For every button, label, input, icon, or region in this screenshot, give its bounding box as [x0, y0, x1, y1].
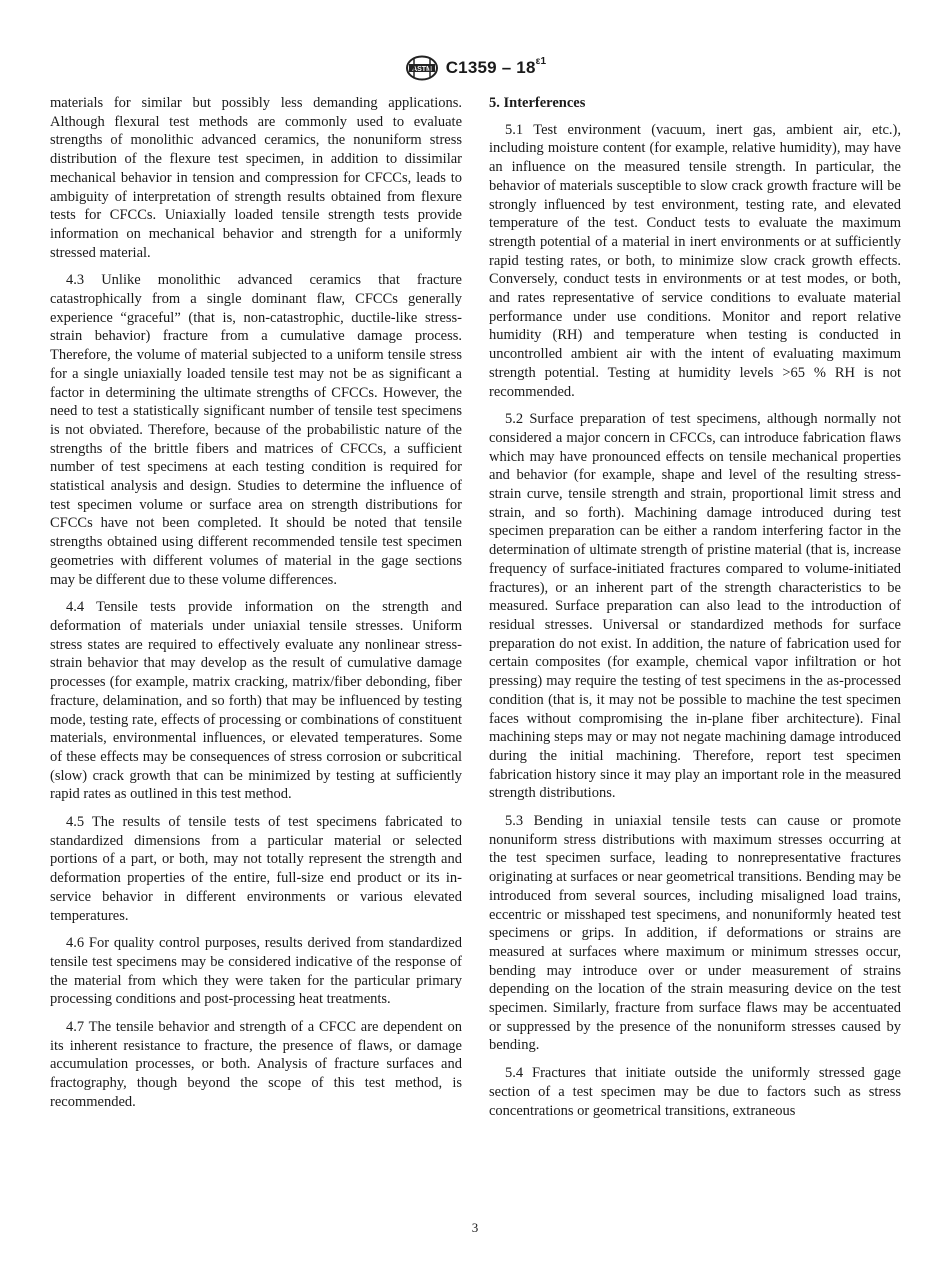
paragraph-4-5: 4.5 The results of tensile tests of test specimens fabricated to standardized dimensions from a particular material or selected portions of a part, or both, may not totally represent the strength and deformation properties of the entire, full-size end product or its in-service behavior in different environments or various elevated temperatures. — [50, 814, 462, 924]
standard-designation: $C1359 - 18^{\varepsilon 1}$ — [445, 56, 547, 77]
paragraph-5-4: 5.4 Fractures that initiate outside the uniformly stressed gage section of a test specimen may be due to factors such as stress concentrations or geometrical transitions, extraneous — [489, 1065, 901, 1119]
paragraph-4-4: 4.4 Tensile tests provide information on the strength and deformation of materials under uniaxial tensile stresses. Uniform stress states are required to effectively evaluate any nonlinear stress-strain behavior that may develop as the result of cumulative damage processes (for example, matrix cracking, matrix/fiber debonding, fiber fracture, delamination, and so forth) that may be influenced by testing mode, testing rate, effects of processing or combinations of constituent materials, environmental influences, or elevated temperatures. Some of these effects may be consequences of stress corrosion or subcritical (slow) crack growth that can be minimized by testing at sufficiently rapid rates as outlined in this test method. — [50, 599, 462, 803]
paragraph-5-2: 5.2 Surface preparation of test specimens, although normally not considered a major concern in CFCCs, can introduce fabrication flaws which may have pronounced effects on tensile mechanical properties and behavior (for example, shape and level of the resulting stress-strain curve, tensile strength and strain, proportional limit stress and strain, and so forth). Machining damage introduced during test specimen preparation can be either a random interfering factor in the determination of ultimate strength of pristine material (that is, increase frequency of surface-initiated fractures compared to volume-initiated fractures), or an inherent part of the strength characteristics to be measured. Surface preparation can also lead to the introduction of residual stresses. Universal or standardized methods for surface preparation do not exist. In addition, the nature of fabrication used for certain composites (for example, chemical vapor infiltration or hot pressing) may require the testing of test specimens in the as-processed condition (that is, it may not be possible to machine the test specimen faces without compromising the in-plane fiber architecture). Final machining steps may or may not negate machining damage introduced during the initial machining. Therefore, report test specimen fabrication history since it may play an important role in the measured strength distributions. — [489, 411, 901, 802]
page-header — [0, 55, 950, 81]
left-column — [50, 94, 462, 1121]
svg-text:ASTM: ASTM — [411, 66, 432, 73]
right-column — [489, 94, 901, 1129]
section-heading-interferences: 5. Interferences — [489, 95, 586, 111]
paragraph-5-3: 5.3 Bending in uniaxial tensile tests can cause or promote nonuniform stress distributions with maximum stresses occurring at the test specimen surface, leading to nonrepresentative fractures originating at surfaces or near geometrical transitions. Bending may be introduced from several sources, including misaligned load trains, eccentric or misshaped test specimens, and nonuniformly heated test specimens or grips. In addition, if deformations or strains are measured at surfaces where maximum or minimum stresses occur, bending may introduce over or under measurement of strains depending on the location of the strain measuring device on the test specimen. Similarly, fracture from surface flaws may be accentuated or suppressed by the presence of the nonuniform stresses caused by bending. — [489, 813, 901, 1054]
paragraph-5-1: 5.1 Test environment (vacuum, inert gas, ambient air, etc.), including moisture content (for example, relative humidity), may have an influence on the measured tensile strength. In particular, the behavior of materials susceptible to slow crack growth fracture will be strongly influenced by test environment, testing rate, and elevated temperature of the test. Conduct tests to evaluate the maximum strength potential of a material in inert environments or at sufficiently rapid testing rates, or both, to minimize slow crack growth effects. Conversely, conduct tests in environments or at test modes, or both, and rates representative of service conditions to evaluate material performance under use conditions. Monitor and report relative humidity (RH) and temperature when testing is conducted in uncontrolled ambient air with the intent of evaluating maximum strength potential. Testing at humidity levels >65 % RH is not recommended. — [489, 121, 901, 400]
astm-logo-icon — [404, 55, 440, 81]
paragraph-4-3: 4.3 Unlike monolithic advanced ceramics that fracture catastrophically from a single dominant flaw, CFCCs generally experience “graceful” (that is, non-catastrophic, ductile-like stress-strain behavior) fracture from a cumulative damage process. Therefore, the volume of material subjected to a uniform tensile stress for a single uniaxially loaded tensile test may not be as significant a factor in determining the ultimate strengths of CFCCs. However, the need to test a statistically significant number of tensile test specimens is not obviated. Therefore, because of the probabilistic nature of the strengths of the brittle fibers and matrices of CFCCs, a sufficient number of test specimens at each testing condition is required for statistical analysis and design. Studies to determine the influence of test specimen volume or surface area on strength distributions for CFCCs have not been completed. It should be noted that tensile strengths obtained using different recommended tensile test specimen geometries with different volumes of material in the gage sections may be different due to these volume differences. — [50, 272, 462, 588]
paragraph-4-2-continued: materials for similar but possibly less demanding applications. Although flexural test methods are commonly used to evaluate strengths of monolithic advanced ceramics, the nonuniform stress distribution of the flexure test specimen, in addition to dissimilar mechanical behavior in tension and compression for CFCCs, leads to ambiguity of interpretation of strength results obtained from flexure tests for CFCCs. Uniaxially loaded tensile strength tests provide information on mechanical behavior and strength for a uniformly stressed material. — [50, 95, 462, 261]
paragraph-4-6: 4.6 For quality control purposes, results derived from standardized tensile test specimens may be considered indicative of the response of the material from which they were taken for the particular primary processing conditions and post-processing heat treatments. — [50, 935, 462, 1008]
paragraph-4-7: 4.7 The tensile behavior and strength of a CFCC are dependent on its inherent resistance to fracture, the presence of flaws, or damage accumulation processes, or both. Analysis of fracture surfaces and fractography, though beyond the scope of this test method, is recommended. — [50, 1019, 462, 1110]
page-number: 3 — [471, 1220, 479, 1235]
edition-mark: ε1 — [535, 56, 547, 68]
